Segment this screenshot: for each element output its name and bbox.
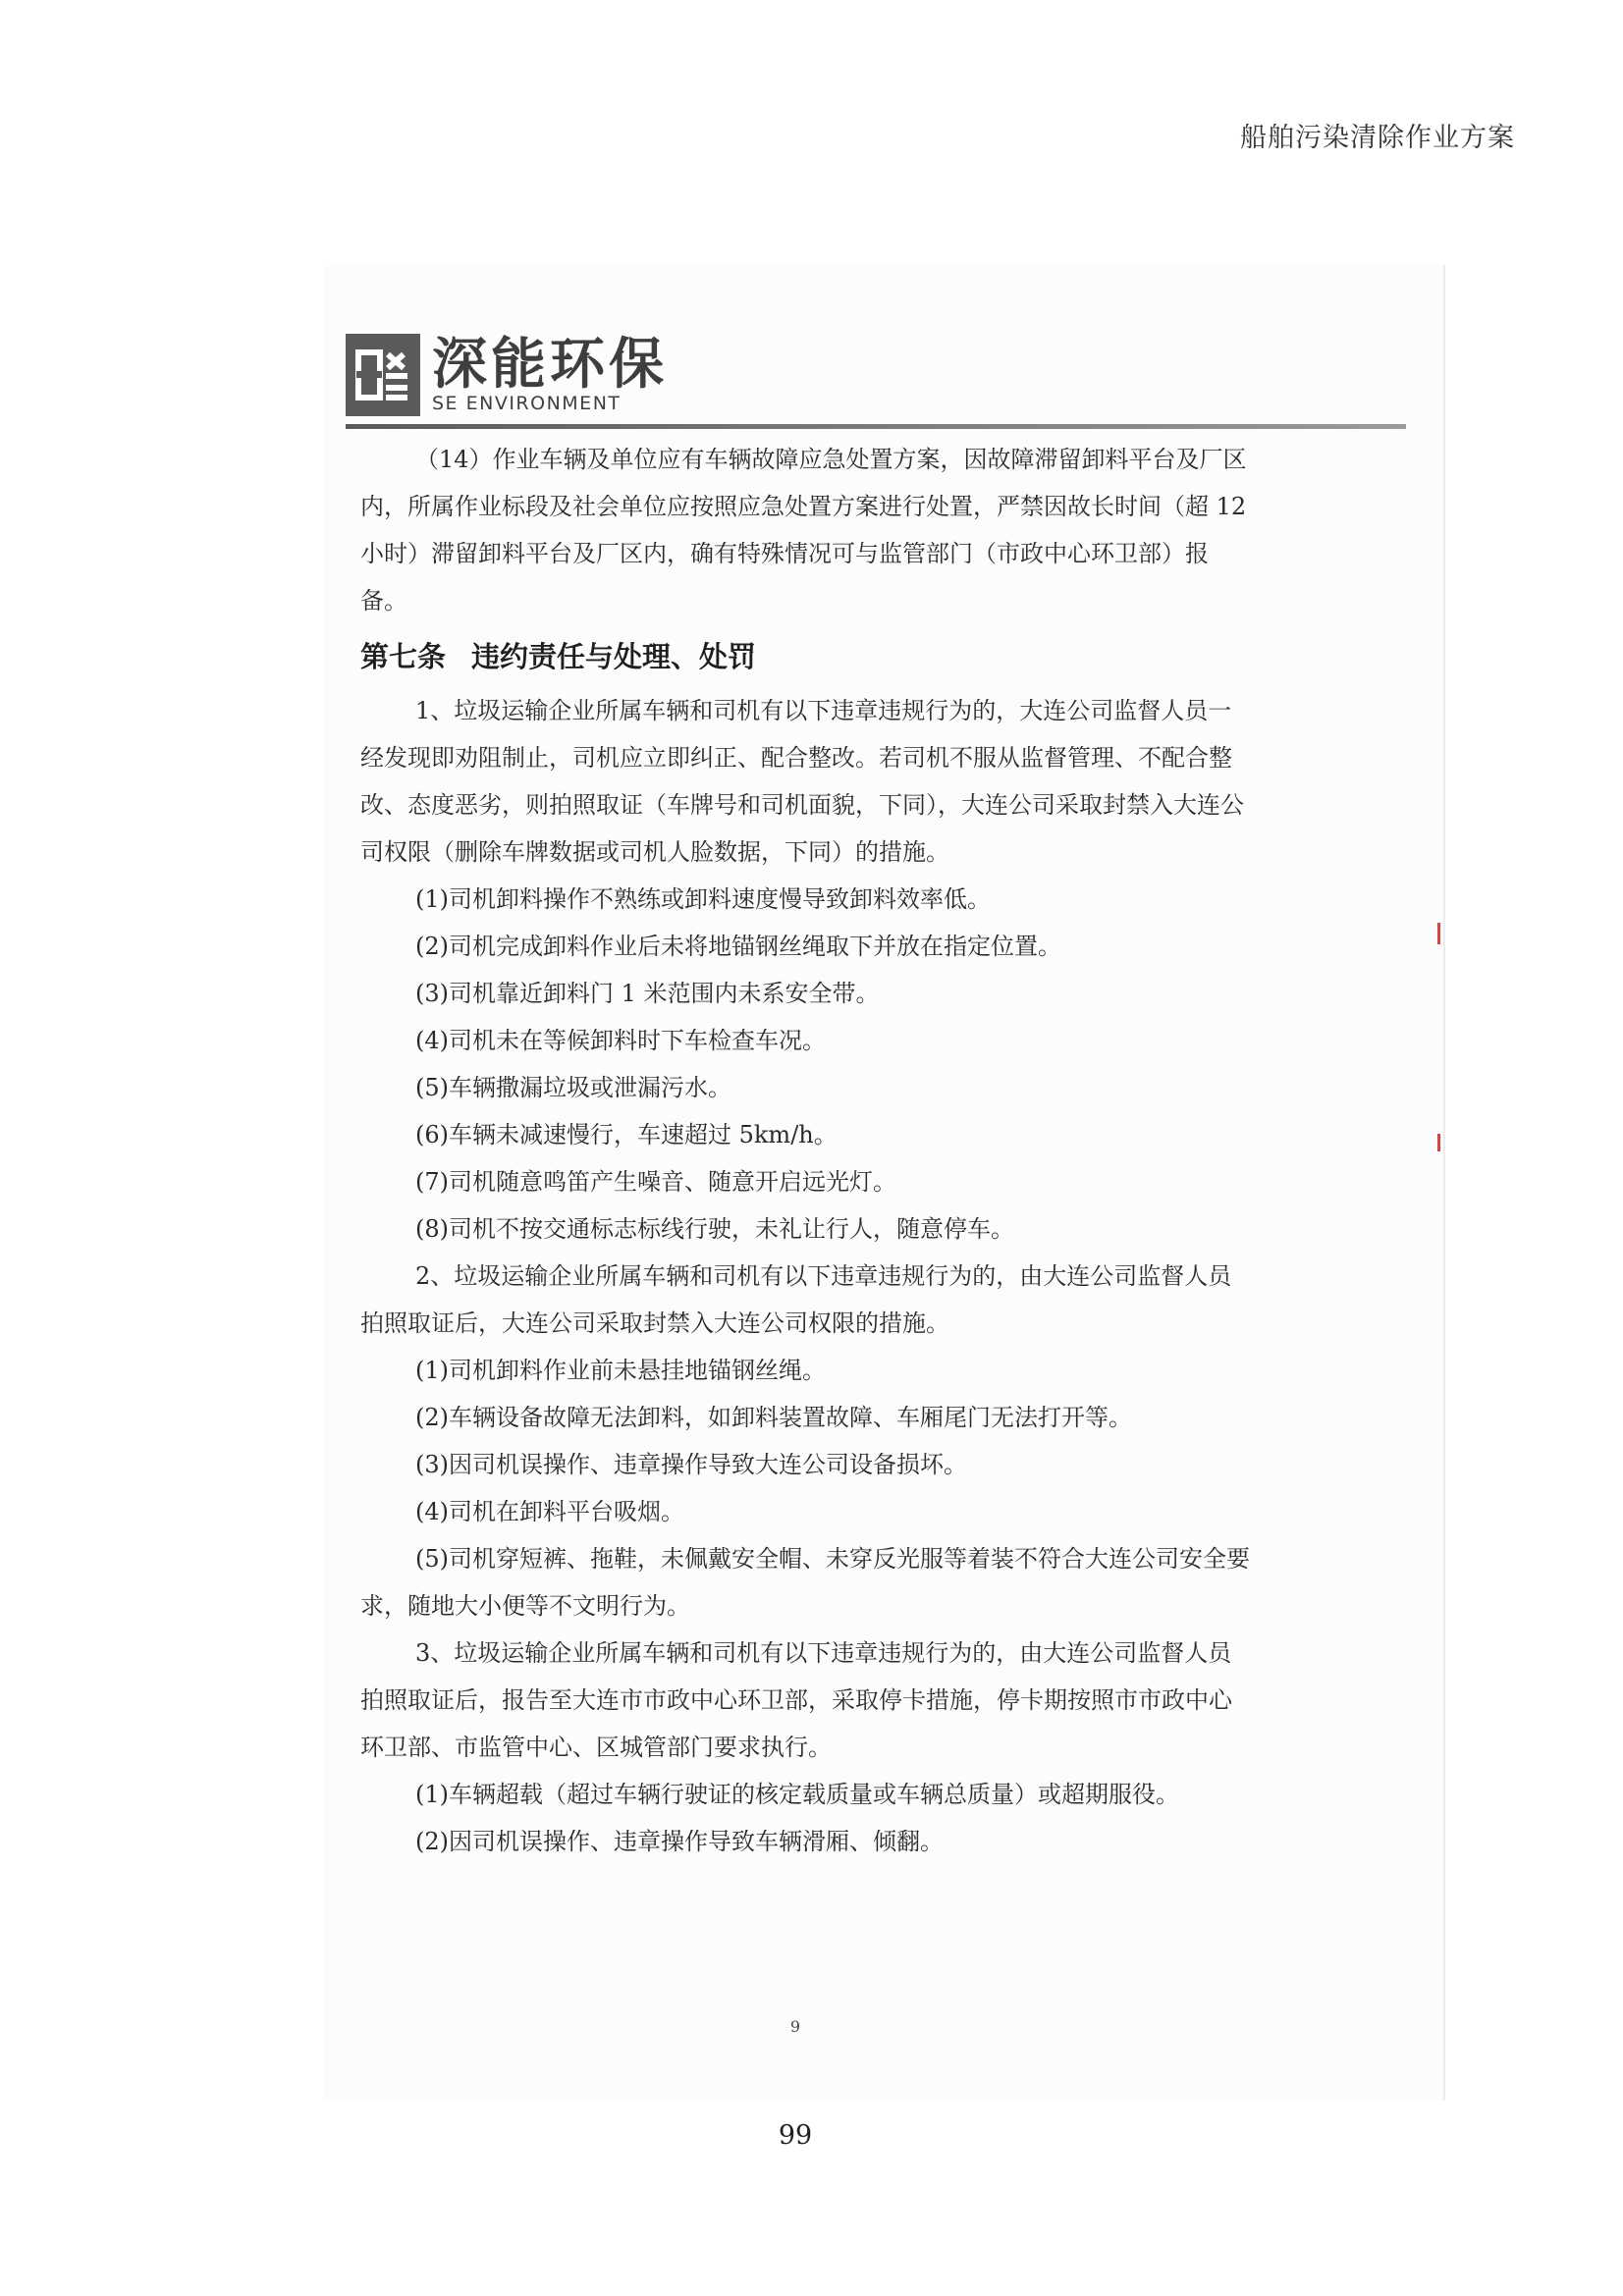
section-2-item-3: (3)因司机误操作、违章操作导致大连公司设备损坏。 [415, 1451, 967, 1478]
document-header-title: 船舶污染清除作业方案 [1240, 123, 1515, 153]
section-1-item-6: (6)车辆未减速慢行，车速超过 5km/h。 [415, 1121, 838, 1148]
section-2-item-2: (2)车辆设备故障无法卸料，如卸料装置故障、车厢尾门无法打开等。 [415, 1404, 1132, 1431]
red-scan-mark [1437, 923, 1440, 944]
paragraph-14: （14）作业车辆及单位应有车辆故障应急处置方案，因故障滞留卸料平台及厂区内，所属作业标段及社会单位应按照应急处置方案进行处置，严禁因故长时间（超 12 小时）滞留卸料平台及厂区内，确有特殊情况可与监管部门（市政中心环卫部）报备。 [360, 446, 1247, 614]
logo-english-name: SE ENVIRONMENT [432, 393, 622, 414]
red-scan-mark [1437, 1134, 1440, 1151]
page-number: 99 [778, 2120, 813, 2151]
company-logo [346, 334, 668, 416]
section-1: 1、垃圾运输企业所属车辆和司机有以下违章违规行为的，大连公司监督人员一经发现即劝阻制止，司机应立即纠正、配合整改。若司机不服从监督管理、不配合整改、态度恶劣，则拍照取证（车牌号和司机面貌，下同），大连公司采取封禁入大连公司权限（删除车牌数据或司机人脸数据，下同）的措施。 [360, 697, 1244, 866]
section-2: 2、垃圾运输企业所属车辆和司机有以下违章违规行为的，由大连公司监督人员拍照取证后，大连公司采取封禁入大连公司权限的措施。 [360, 1262, 1232, 1337]
article-title: 违约责任与处理、处罚 [471, 640, 757, 673]
section-1-item-7: (7)司机随意鸣笛产生噪音、随意开启远光灯。 [415, 1168, 896, 1196]
section-1-item-5: (5)车辆撒漏垃圾或泄漏污水。 [415, 1074, 731, 1101]
article-number: 第七条 [360, 640, 447, 673]
section-2-item-5: (5)司机穿短裤、拖鞋，未佩戴安全帽、未穿反光服等着装不符合大连公司安全要求，随地大小便等不文明行为。 [360, 1545, 1250, 1620]
section-1-item-1: (1)司机卸料操作不熟练或卸料速度慢导致卸料效率低。 [415, 885, 991, 913]
section-1-item-8: (8)司机不按交通标志标线行驶，未礼让行人，随意停车。 [415, 1215, 1014, 1243]
section-1-item-3: (3)司机靠近卸料门 1 米范围内未系安全带。 [415, 980, 880, 1007]
scanned-page-number: 9 [789, 2017, 801, 2036]
section-3-item-1: (1)车辆超载（超过车辆行驶证的核定载质量或车辆总质量）或超期服役。 [415, 1781, 1179, 1808]
se-logo-icon [346, 334, 420, 416]
section-1-item-4: (4)司机未在等候卸料时下车检查车况。 [415, 1027, 826, 1054]
document-body [360, 436, 1254, 1865]
section-2-item-1: (1)司机卸料作业前未悬挂地锚钢丝绳。 [415, 1357, 826, 1384]
section-3: 3、垃圾运输企业所属车辆和司机有以下违章违规行为的，由大连公司监督人员拍照取证后，报告至大连市市政中心环卫部，采取停卡措施，停卡期按照市市政中心环卫部、市监管中心、区城管部门要求执行。 [360, 1639, 1232, 1761]
header-divider [346, 424, 1406, 429]
logo-chinese-name: 深能环保 [432, 333, 668, 397]
article-heading [360, 628, 1254, 685]
section-3-item-2: (2)因司机误操作、违章操作导致车辆滑厢、倾翻。 [415, 1828, 944, 1855]
section-1-item-2: (2)司机完成卸料作业后未将地锚钢丝绳取下并放在指定位置。 [415, 933, 1061, 960]
section-2-item-4: (4)司机在卸料平台吸烟。 [415, 1498, 684, 1525]
